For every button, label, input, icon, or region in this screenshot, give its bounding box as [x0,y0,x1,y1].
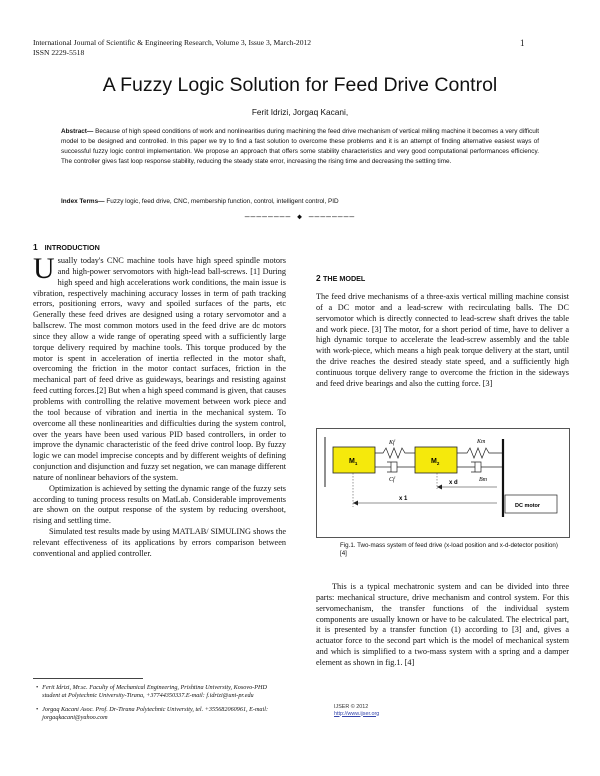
ijser-link[interactable]: http://www.ijser.org [334,710,380,717]
bullet-icon: • [36,684,39,691]
section2-heading [316,273,365,283]
ijser-copyright: IJSER © 2012 [334,704,369,710]
page-number: 1 [520,38,525,48]
spring-kf [375,448,415,458]
figure-1-caption: Fig.1. Two-mass system of feed drive (x-load position and x-d-detector position) [4] [340,542,558,558]
section1-number: 1 [33,242,38,252]
section1-body [33,252,286,560]
x1-label: x 1 [399,496,408,502]
figure-1 [316,428,570,538]
section2-number: 2 [316,273,321,283]
two-mass-diagram [317,429,571,539]
index-terms-label: Index Terms— [61,198,105,205]
section1-heading [33,242,100,252]
section1-paragraph-2: Optimization is achieved by setting the dynamic range of the fuzzy sets according to tuning process results on MatLab. Considerable improvements are shown on the output response of the system by reducing overshoot, rising and settling time. [33,483,286,526]
abstract [61,127,539,167]
section1-paragraph-1 [33,252,286,484]
arrowhead-icon [353,501,358,506]
footnote-item [36,684,281,701]
ijser-footer [334,704,379,717]
footnote-rule [33,678,143,679]
issn: ISSN 2229-5518 [33,48,85,57]
section2-paragraph-2: This is a typical mechatronic system and can be divided into three parts: mechanical structure, drive mechanism and control system. For this servomechanism, the transfer functions of the individual system components are usually known or have to be calculated. The electrical part, it is presented by a transfer function (1) according to [3] and, gives a actuator force to the second part which is the model of mechanical system and which is simplified to a two-mass system with a spring and a damper element as shown in fig.1. [4] [316,582,569,667]
bullet-icon: • [36,705,39,713]
authors: Ferit Idrizi, Jorgaq Kacani, [251,107,349,117]
section1-paragraph-1-text: sually today's CNC machine tools have high speed spindle motors and high-power servomotors with high-lead ball-screws. [1] During high speed and high accelerations work conditions, the main issue is vibration, respectively machining accuracy losses in term of path tracking errors, positioning errors, wavy and spoiled surfaces of the parts, etc Generally these feed drives are designed using a rotary servomotor and a ballscrew. The most common motors used in the feed drive are dc motors since they allow a wide range of operating speed with a sufficiently large torque delivery required by machine tools. This torque produced by the motor is spent in acceleration of inertia reflected in the motor shaft, overcoming the friction in the motor contact surfaces, friction in the mechanical part of feed drive as guideways, bearings and resisting against feed cutting forces.[2] But when a high speed command is given, that causes problems with controlling the relative movement between work piece and the tool because of vibration and inertia in the mechanical system. To overcome all these nonlinearities and difficulties during the system control, over the years have been used various PID based controllers, in order to improve the dynamic characteristic of the feed drive control loop. By fuzzy logic we can model imprecise concepts and by different weights of defining conjunction and disjunction and fuzzy set negation, we can manage different nature of nonlinear behaviors of the system. [33,256,286,482]
xd-label: x d [449,480,458,486]
mass2-label: $M_2$ [431,458,440,466]
damper-cf-label: Cf [389,477,395,483]
index-terms [61,197,539,207]
footnote-item [36,706,281,723]
dc-motor-label: DC motor [515,503,541,509]
damper-bm-label: Bm [479,477,487,483]
abstract-label: Abstract— [61,128,94,135]
arrowhead-icon [437,485,442,490]
dropcap-letter: U [33,252,55,285]
journal-header [33,38,311,58]
page-title: A Fuzzy Logic Solution for Feed Drive Control [102,74,498,96]
journal-name: International Journal of Scientific & Engineering Research, Volume 3, Issue 3, March-2012 [33,38,312,47]
section-divider: ———————— ◆ ———————— [244,212,356,221]
index-terms-text: Fuzzy logic, feed drive, CNC, membership function, control, intelligent control, PID [104,198,339,205]
footnotes [36,684,281,723]
spring-km [457,448,503,458]
spring-km-label: Km [477,439,486,445]
section1-title: INTRODUCTION [44,243,100,252]
section2-title: THE MODEL [323,274,366,283]
mass1-label: $M_1$ [349,458,358,466]
section1-paragraph-3: Simulated test results made by using MATLAB/ SIMULING shows the relevant effectiveness of its applications by errors comparison between conventional and applied controller. [33,527,286,558]
footnote-author1: Ferit Idrizi, Mr.sc. Faculty of Mechanical Engineering, Prishtina University, Kosovo-PHD student at Polytechnic University-Tirana, +37744350337.E-mail: f.idrizi@uni-pr.edu [42,684,267,700]
footnote-author2: Jorgaq Kacani Asoc. Prof. Dr-Tirana Polytechnic University, tel. +355682060961, E-mail: jorgaqkacani@yahoo.com [42,705,269,722]
section2-paragraph-1: The feed drive mechanisms of a three-axis vertical milling machine consist of a DC motor and a lead-screw with recirculating balls. The DC servomotor which is directly connected to lead-screw shaft drives the table and work piece. [3] The motor, for a short period of time, have to deliver a high dynamic torque to accelerate the lead-screw assembly and the table with work-piece, which means a high peak torque delivery at the start, until the drive reaches the desired steady state speed, and a sufficiently high continuous torque delivery range to overcome the friction in the sideways and feed drive bearings and also the cutting force. [3] [316,292,569,388]
spring-kf-label: Kf [389,440,395,446]
abstract-text: Because of high speed conditions of work and nonlinearities during machining the feed drive mechanism of vertical milling machine it becomes a very difficult model to be designed and controlled. In this paper we try to find a fast solution to overcome these problems and it is an attempt of finding alternative easiest ways of successful fuzzy logic control implementation. We propose an approach that offers some stability characteristics and very good computational performances efficiency. The controller gives fast loop response stability, reducing the steady state error, increasing the rising time and decreasing the settling time. [61,128,539,165]
